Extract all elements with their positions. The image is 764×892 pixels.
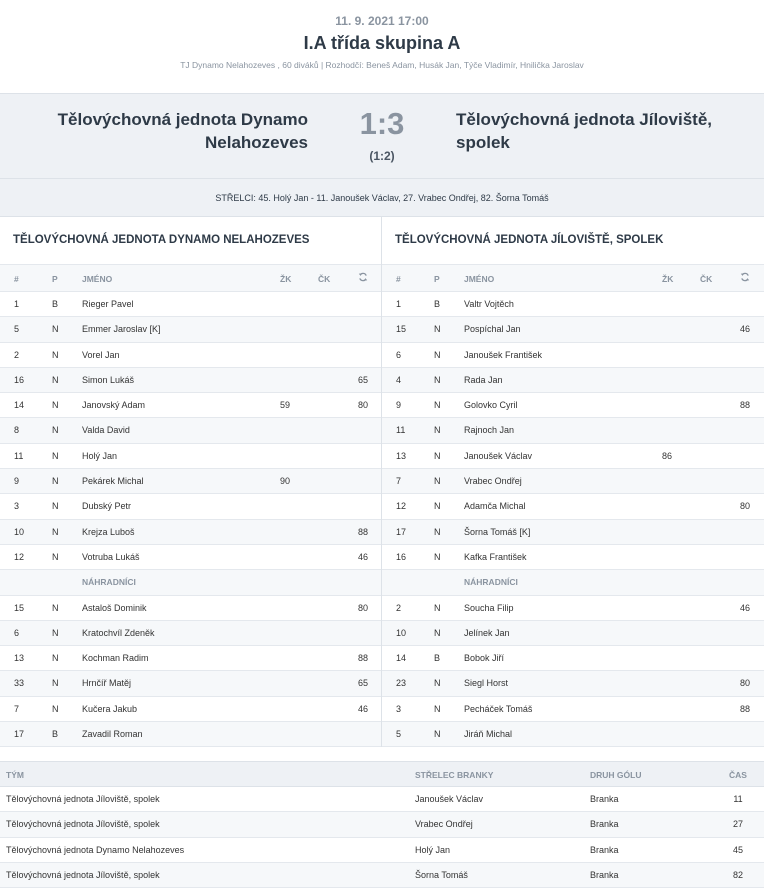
player-name: Vrabec Ondřej [464,476,522,487]
player-row[interactable] [0,545,381,570]
player-substitution-minute: 46 [739,324,750,335]
home-team-name[interactable]: Tělovýchovná jednota Dynamo Nelahozeves [57,110,308,152]
away-team-name[interactable]: Tělovýchovná jednota Jíloviště, spolek [456,110,713,152]
player-position: N [52,653,59,664]
goal-scorer: Šorna Tomáš [415,869,468,880]
player-substitution-minute: 80 [357,400,368,411]
player-position: N [434,551,441,562]
home-lineup [0,217,382,747]
player-number: 7 [396,476,402,487]
player-position: N [434,678,441,689]
player-position: N [434,501,441,512]
player-row[interactable] [382,343,764,368]
player-yellow-card: 86 [662,450,673,461]
player-row[interactable] [382,520,764,545]
goals-header-row [0,761,764,787]
player-name: Rieger Pavel [82,299,134,309]
goal-team: Tělovýchovná jednota Jíloviště, spolek [6,794,160,804]
substitution-icon [740,272,750,282]
player-row[interactable] [382,697,764,722]
player-row[interactable] [0,596,381,621]
col-substitution [732,265,750,293]
player-row[interactable] [0,393,381,418]
player-name: Kochman Radim [82,653,149,664]
player-row[interactable] [0,418,381,443]
goal-team: Tělovýchovná jednota Dynamo Nelahozeves [6,844,185,855]
goal-scorer: Vrabec Ondřej [415,819,473,830]
final-score: 1:3 [359,106,405,141]
player-number: 6 [14,627,20,638]
player-name: Krejza Luboš [82,526,135,537]
player-name: Zavadil Roman [82,729,143,740]
col-scorer: STŘELEC BRANKY [415,770,494,780]
player-name: Šorna Tomáš [K] [464,526,531,537]
player-number: 13 [396,450,407,461]
goal-row[interactable] [0,863,764,888]
player-substitution-minute: 46 [739,602,750,613]
player-position: N [52,627,59,638]
player-name: Valtr Vojtěch [464,299,514,309]
player-name: Vorel Jan [82,349,120,360]
col-number: # [14,274,19,284]
away-lineup [382,217,764,747]
player-number: 33 [14,678,25,689]
player-name: Rajnoch Jan [464,425,515,436]
player-row[interactable] [382,596,764,621]
player-row[interactable] [0,494,381,519]
goal-time: 45 [732,844,743,855]
player-position: N [434,400,441,411]
player-row[interactable] [0,343,381,368]
player-name: Adamča Michal [464,501,526,512]
col-team: TÝM [6,770,24,780]
player-number: 3 [14,501,20,512]
player-name: Jiráň Michal [464,729,513,740]
player-name: Emmer Jaroslav [K] [82,324,161,335]
player-position: N [434,374,441,385]
player-number: 15 [396,324,407,335]
goal-time: 27 [732,819,743,830]
player-row[interactable] [382,722,764,747]
player-number: 2 [396,602,402,613]
player-row[interactable] [382,545,764,570]
halftime-score: (1:2) [369,149,395,163]
player-position: N [434,425,441,436]
col-number: # [396,274,401,284]
goal-type: Branka [590,844,619,855]
player-number: 11 [14,450,24,461]
player-position: N [434,526,441,537]
player-number: 13 [14,653,25,664]
player-row[interactable] [382,292,764,317]
player-name: Kučera Jakub [82,703,138,714]
player-number: 8 [14,425,20,436]
player-row[interactable] [0,317,381,342]
player-name: Astaloš Dominik [82,602,147,613]
player-position: N [434,476,441,487]
player-number: 16 [396,551,407,562]
player-number: 5 [396,729,402,740]
player-row[interactable] [0,671,381,696]
goal-type: Branka [590,869,619,880]
goal-row[interactable] [0,787,764,812]
player-name: Simon Lukáš [82,374,135,385]
player-position: N [52,526,59,537]
player-number: 14 [396,653,407,664]
player-name: Jelínek Jan [464,627,510,638]
goal-time: 82 [732,869,743,880]
player-substitution-minute: 88 [357,526,368,537]
player-name: Bobok Jiří [464,653,505,664]
player-number: 9 [396,400,402,411]
col-yellow-card: ŽK [280,274,292,284]
player-number: 23 [396,678,407,689]
player-number: 11 [396,425,406,436]
player-row[interactable] [382,317,764,342]
player-number: 12 [396,501,407,512]
player-row[interactable] [0,722,381,747]
substitutes-label: NÁHRADNÍCI [82,577,136,588]
player-number: 4 [396,374,402,385]
player-position: N [52,476,59,487]
player-position: N [52,450,59,461]
player-substitution-minute: 46 [357,703,368,714]
player-row[interactable] [0,469,381,494]
player-name: Janoušek Václav [464,450,533,461]
player-position: N [52,703,59,714]
substitution-icon [358,272,368,282]
goal-team: Tělovýchovná jednota Jíloviště, spolek [6,869,160,880]
player-substitution-minute: 88 [739,703,750,714]
player-name: Pecháček Tomáš [464,703,533,714]
player-name: Pekárek Michal [82,476,144,487]
player-row[interactable] [0,444,381,469]
player-number: 5 [14,324,20,335]
player-substitution-minute: 88 [739,400,750,411]
player-position: N [52,374,59,385]
home-substitutes-label-row [0,570,381,595]
player-position: N [434,627,441,638]
player-number: 16 [14,374,25,385]
player-yellow-card: 59 [280,400,291,411]
player-name: Valda David [82,425,130,436]
home-lineup-header [0,264,381,292]
goal-row[interactable] [0,838,764,863]
match-info: TJ Dynamo Nelahozeves , 60 diváků | Rozhodčí: Beneš Adam, Husák Jan, Týče Vladimír, Hnilička Jaroslav [180,60,584,70]
player-name: Holý Jan [82,450,118,461]
player-row[interactable] [382,671,764,696]
player-position: N [52,678,59,689]
player-position: N [52,324,59,335]
player-number: 10 [396,627,407,638]
scorers-line: STŘELCI: 45. Holý Jan - 11. Janoušek Václav, 27. Vrabec Ondřej, 82. Šorna Tomáš [0,179,764,217]
score-band [0,93,764,179]
col-substitution [350,265,368,293]
substitutes-label: NÁHRADNÍCI [464,577,518,588]
player-row[interactable] [382,494,764,519]
player-position: N [434,729,441,740]
player-number: 1 [14,299,20,309]
competition-title: I.A třída skupina A [303,33,461,53]
col-name: JMÉNO [82,274,113,284]
player-row[interactable] [0,621,381,646]
player-row[interactable] [382,646,764,671]
player-position: N [52,400,59,411]
col-red-card: ČK [700,274,713,284]
player-number: 12 [14,551,25,562]
player-name: Hrnčíř Matěj [82,678,132,689]
player-name: Rada Jan [464,374,503,385]
player-position: N [52,551,59,562]
player-number: 1 [396,299,402,309]
col-yellow-card: ŽK [662,274,674,284]
player-number: 2 [14,349,20,360]
goal-scorer: Holý Jan [415,844,451,855]
player-row[interactable] [0,292,381,317]
player-name: Janoušek František [464,349,543,360]
match-datetime: 11. 9. 2021 17:00 [335,14,429,28]
player-row[interactable] [0,520,381,545]
player-number: 9 [14,476,20,487]
player-substitution-minute: 46 [357,551,368,562]
player-substitution-minute: 80 [739,501,750,512]
player-position: N [52,501,59,512]
player-name: Pospíchal Jan [464,324,521,335]
goal-type: Branka [590,794,619,804]
player-substitution-minute: 88 [357,653,368,664]
player-name: Votruba Lukáš [82,551,140,562]
player-position: N [52,349,59,360]
col-goal-type: DRUH GÓLU [590,770,642,780]
player-name: Golovko Cyril [464,400,518,411]
col-position: P [434,274,440,284]
away-lineup-header [382,264,764,292]
player-position: B [52,299,59,309]
goal-team: Tělovýchovná jednota Jíloviště, spolek [6,819,160,830]
goal-time: 11 [733,794,743,804]
player-substitution-minute: 65 [357,374,368,385]
player-number: 6 [396,349,402,360]
player-number: 17 [396,526,407,537]
player-name: Kafka František [464,551,527,562]
player-row[interactable] [382,621,764,646]
player-row[interactable] [382,418,764,443]
player-row[interactable] [382,393,764,418]
goals-table [0,761,764,888]
player-number: 14 [14,400,25,411]
player-number: 17 [14,729,25,740]
player-substitution-minute: 65 [357,678,368,689]
player-position: B [434,653,441,664]
player-yellow-card: 90 [280,476,291,487]
player-position: N [434,602,441,613]
col-red-card: ČK [318,274,331,284]
goal-row[interactable] [0,812,764,837]
away-substitutes-label-row [382,570,764,595]
col-position: P [52,274,58,284]
player-position: N [434,703,441,714]
player-position: N [52,602,59,613]
player-position: B [52,729,59,740]
match-header [0,0,764,93]
goal-scorer: Janoušek Václav [415,794,484,804]
player-row[interactable] [382,469,764,494]
player-name: Soucha Filip [464,602,514,613]
player-row[interactable] [382,368,764,393]
goal-type: Branka [590,819,619,830]
player-number: 3 [396,703,402,714]
player-position: N [434,349,441,360]
player-name: Janovský Adam [82,400,146,411]
player-substitution-minute: 80 [357,602,368,613]
player-name: Dubský Petr [82,501,132,512]
col-time: ČAS [729,770,747,780]
player-position: B [434,299,441,309]
home-lineup-title: TĚLOVÝCHOVNÁ JEDNOTA DYNAMO NELAHOZEVES [13,234,310,246]
player-position: N [434,450,441,461]
player-substitution-minute: 80 [739,678,750,689]
away-lineup-title: TĚLOVÝCHOVNÁ JEDNOTA JÍLOVIŠTĚ, SPOLEK [395,234,664,246]
player-position: N [434,324,441,335]
player-number: 15 [14,602,25,613]
player-row[interactable] [0,697,381,722]
player-number: 7 [14,703,20,714]
player-number: 10 [14,526,25,537]
player-row[interactable] [382,444,764,469]
col-name: JMÉNO [464,274,495,284]
player-name: Siegl Horst [464,678,509,689]
player-row[interactable] [0,368,381,393]
player-row[interactable] [0,646,381,671]
player-position: N [52,425,59,436]
player-name: Kratochvíl Zdeněk [82,627,155,638]
